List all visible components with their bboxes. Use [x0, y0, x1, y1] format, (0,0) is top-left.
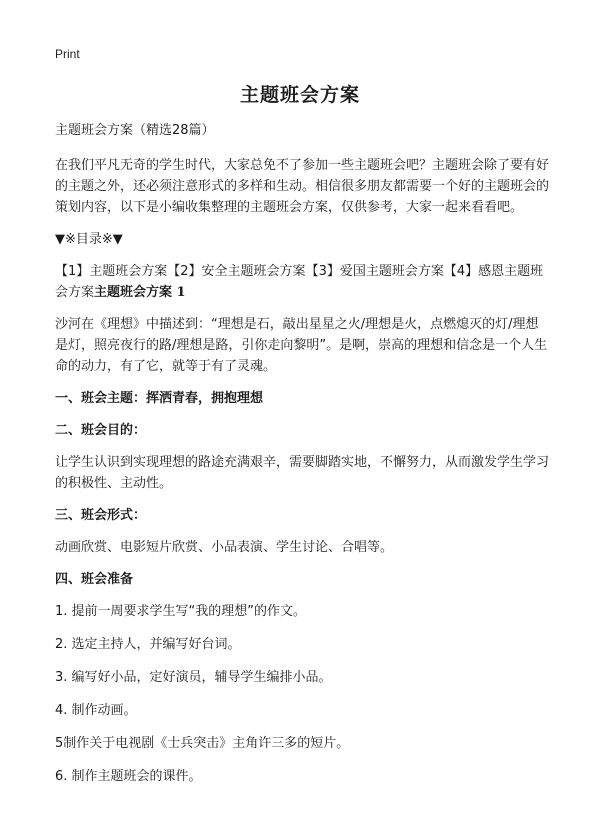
prep-item-5: 5制作关于电视剧《士兵突击》主角许三多的短片。	[55, 736, 350, 751]
prep-item-2: 2. 选定主持人，并编写好台词。	[55, 637, 241, 652]
toc-link-3[interactable]: 【3】爱国主题班会方案	[305, 264, 444, 279]
purpose-paragraph: 让学生认识到实现理想的路途充满艰辛，需要脚踏实地，不懈努力，从而激发学生学习的积极性、主动性。	[55, 455, 550, 491]
heading-preparation: 四、班会准备	[55, 572, 134, 587]
prep-item-4: 4. 制作动画。	[55, 703, 137, 718]
intro-paragraph: 在我们平凡无奇的学生时代，大家总免不了参加一些主题班会吧？主题班会除了要有好的主题之外，还必须注意形式的多样和生动。相信很多朋友都需要一个好的主题班会的策划内容，以下是小编收集整理的主题班会方案，仅供参考，大家一起来看看吧。	[55, 158, 550, 215]
heading-theme: 一、班会主题：挥洒青春，拥抱理想	[55, 391, 264, 406]
prep-item-6: 6. 制作主题班会的课件。	[55, 769, 202, 784]
quote-paragraph: 沙河在《理想》中描述到：“理想是石，敲出星星之火/理想是火，点燃熄灭的灯/理想是灯，照亮夜行的路/理想是路，引你走向黎明”。是啊，崇高的理想和信念是一个人生命的动力，有了它，就等于有了灵魂。	[55, 317, 548, 374]
page-title: 主题班会方案	[239, 84, 360, 106]
prep-item-1: 1. 提前一周要求学生写“我的理想”的作文。	[55, 604, 307, 619]
print-link[interactable]: Print	[55, 47, 80, 61]
toc-link-2[interactable]: 【2】安全主题班会方案	[167, 264, 306, 279]
heading-purpose: 二、班会目的：	[55, 423, 147, 438]
document-subtitle: 主题班会方案（精选28篇）	[55, 123, 215, 138]
toc-link-4[interactable]: 【4】感恩主题班会方案	[55, 264, 544, 300]
table-of-contents	[55, 261, 550, 303]
forms-paragraph: 动画欣赏、电影短片欣赏、小品表演、学生讨论、合唱等。	[55, 540, 394, 555]
prep-item-3: 3. 编写好小品，定好演员，辅导学生编排小品。	[55, 670, 332, 685]
section-title: 主题班会方案 1	[94, 285, 186, 300]
toc-label: ▼※目录※▼	[55, 232, 123, 247]
toc-link-1[interactable]: 【1】主题班会方案	[55, 264, 168, 279]
document-body	[55, 120, 550, 799]
heading-forms: 三、班会形式：	[55, 508, 147, 523]
